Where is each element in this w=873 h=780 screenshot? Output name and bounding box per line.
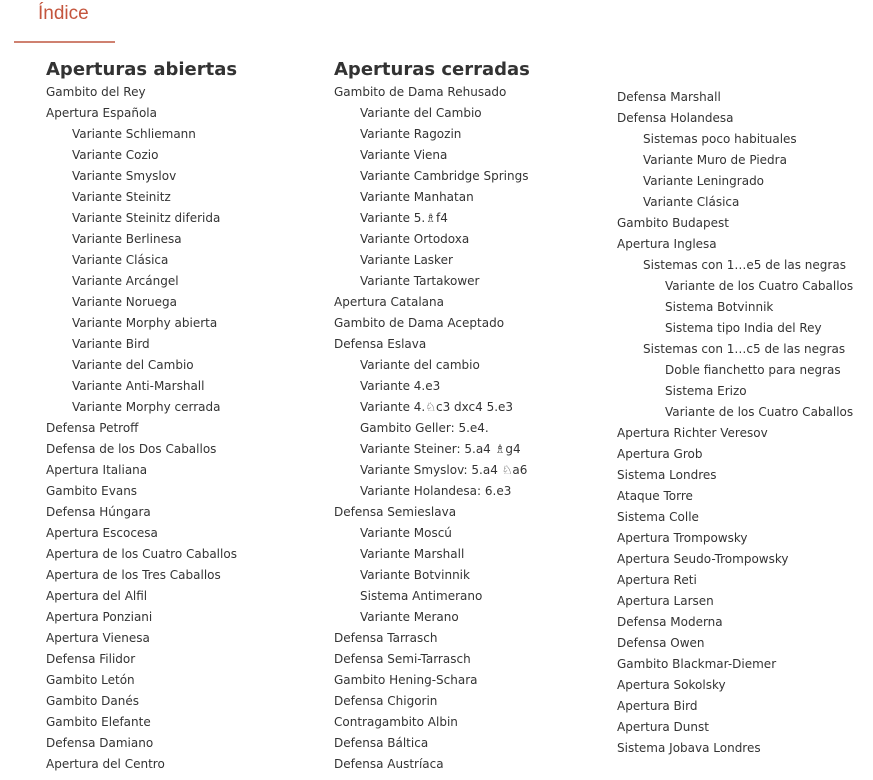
toc-link[interactable]: Variante Manhatan: [360, 190, 474, 204]
toc-link[interactable]: Gambito Elefante: [46, 715, 151, 729]
toc-link[interactable]: Variante Anti-Marshall: [72, 379, 205, 393]
toc-link[interactable]: Variante Tartakower: [360, 274, 480, 288]
toc-link[interactable]: Apertura Seudo-Trompowsky: [617, 552, 789, 566]
toc-link[interactable]: Defensa Semi-Tarrasch: [334, 652, 471, 666]
toc-link[interactable]: Apertura Catalana: [334, 295, 444, 309]
toc-column-open: [46, 58, 237, 775]
toc-link[interactable]: Variante Viena: [360, 148, 448, 162]
toc-link[interactable]: Variante Schliemann: [72, 127, 196, 141]
toc-link[interactable]: Apertura Larsen: [617, 594, 714, 608]
toc-link[interactable]: Apertura Ponziani: [46, 610, 153, 624]
toc-link[interactable]: Variante Holandesa: 6.e3: [360, 484, 512, 498]
toc-link[interactable]: Gambito Evans: [46, 484, 138, 498]
toc-link[interactable]: Apertura Italiana: [46, 463, 148, 477]
toc-link[interactable]: Defensa Austríaca: [334, 757, 444, 771]
toc-link[interactable]: Defensa Holandesa: [617, 111, 734, 125]
toc-link[interactable]: Variante del Cambio: [360, 106, 482, 120]
title-underline: [14, 41, 115, 43]
page-title: Índice: [38, 3, 89, 24]
toc-link[interactable]: Variante Ragozin: [360, 127, 462, 141]
toc-link[interactable]: Apertura Española: [46, 106, 157, 120]
toc-column-closed: [334, 58, 530, 775]
toc-link[interactable]: Apertura Dunst: [617, 720, 709, 734]
toc-link[interactable]: Variante Marshall: [360, 547, 465, 561]
toc-link[interactable]: Sistemas poco habituales: [643, 132, 797, 146]
toc-link[interactable]: Defensa Semieslava: [334, 505, 457, 519]
toc-link[interactable]: Variante 4.♘c3 dxc4 5.e3: [360, 400, 514, 414]
toc-list-open: [46, 82, 237, 775]
toc-link[interactable]: Variante Cozio: [72, 148, 159, 162]
toc-link[interactable]: Variante Clásica: [643, 195, 740, 209]
toc-link[interactable]: Sistema Antimerano: [360, 589, 483, 603]
toc-link[interactable]: Gambito Budapest: [617, 216, 729, 230]
toc-link[interactable]: Apertura del Centro: [46, 757, 165, 771]
toc-list-closed: [334, 82, 530, 775]
toc-link[interactable]: Defensa Owen: [617, 636, 705, 650]
toc-link[interactable]: Apertura Escocesa: [46, 526, 158, 540]
toc-link[interactable]: Gambito de Dama Aceptado: [334, 316, 505, 330]
toc-link[interactable]: Contragambito Albin: [334, 715, 458, 729]
toc-link[interactable]: Apertura Vienesa: [46, 631, 150, 645]
toc-link[interactable]: Apertura del Alfil: [46, 589, 148, 603]
toc-link[interactable]: Defensa Damiano: [46, 736, 154, 750]
toc-link[interactable]: Apertura Reti: [617, 573, 697, 587]
toc-link[interactable]: Gambito Geller: 5.e4.: [360, 421, 489, 435]
toc-column-closed-continued: [617, 87, 853, 759]
toc-link[interactable]: Sistemas con 1…c5 de las negras: [643, 342, 846, 356]
toc-link[interactable]: Variante Merano: [360, 610, 459, 624]
toc-link[interactable]: Gambito Blackmar-Diemer: [617, 657, 777, 671]
section-heading-closed: Aperturas cerradas: [334, 59, 530, 80]
toc-link[interactable]: Variante Botvinnik: [360, 568, 470, 582]
section-heading-open: Aperturas abiertas: [46, 59, 238, 80]
toc-link[interactable]: Defensa de los Dos Caballos: [46, 442, 217, 456]
toc-link[interactable]: Defensa Filidor: [46, 652, 136, 666]
toc-link[interactable]: Variante Noruega: [72, 295, 177, 309]
toc-link[interactable]: Apertura Inglesa: [617, 237, 717, 251]
toc-link[interactable]: Variante Muro de Piedra: [643, 153, 787, 167]
toc-link[interactable]: Apertura de los Cuatro Caballos: [46, 547, 237, 561]
toc-link[interactable]: Apertura Bird: [617, 699, 698, 713]
toc-link[interactable]: Sistemas con 1…e5 de las negras: [643, 258, 846, 272]
toc-link[interactable]: Variante Moscú: [360, 526, 452, 540]
toc-link[interactable]: Defensa Tarrasch: [334, 631, 438, 645]
toc-link[interactable]: Variante Smyslov: 5.a4 ♘a6: [360, 463, 528, 477]
toc-list-closed-continued: [617, 87, 853, 759]
toc-link[interactable]: Gambito de Dama Rehusado: [334, 85, 507, 99]
toc-link[interactable]: Variante Clásica: [72, 253, 169, 267]
toc-link[interactable]: Variante Steinitz: [72, 190, 171, 204]
toc-link[interactable]: Variante Steiner: 5.a4 ♗g4: [360, 442, 521, 456]
toc-link[interactable]: Apertura Trompowsky: [617, 531, 748, 545]
toc-link[interactable]: Defensa Petroff: [46, 421, 139, 435]
toc-link[interactable]: Sistema Botvinnik: [665, 300, 774, 314]
toc-link[interactable]: Variante Berlinesa: [72, 232, 182, 246]
toc-link[interactable]: Variante Cambridge Springs: [360, 169, 529, 183]
toc-link[interactable]: Variante 4.e3: [360, 379, 441, 393]
toc-link[interactable]: Ataque Torre: [617, 489, 693, 503]
toc-link[interactable]: Variante Smyslov: [72, 169, 177, 183]
toc-link[interactable]: Variante de los Cuatro Caballos: [665, 405, 854, 419]
toc-link[interactable]: Apertura Sokolsky: [617, 678, 726, 692]
toc-link[interactable]: Sistema Jobava Londres: [617, 741, 761, 755]
toc-link[interactable]: Variante Ortodoxa: [360, 232, 470, 246]
toc-link[interactable]: Variante Lasker: [360, 253, 453, 267]
toc-link[interactable]: Variante Bird: [72, 337, 150, 351]
toc-link[interactable]: Defensa Húngara: [46, 505, 151, 519]
toc-link[interactable]: Sistema Erizo: [665, 384, 747, 398]
toc-link[interactable]: Sistema tipo India del Rey: [665, 321, 822, 335]
toc-link[interactable]: Variante 5.♗f4: [360, 211, 448, 225]
toc-link[interactable]: Sistema Londres: [617, 468, 717, 482]
toc-link[interactable]: Defensa Moderna: [617, 615, 723, 629]
toc-link[interactable]: Variante de los Cuatro Caballos: [665, 279, 854, 293]
toc-link[interactable]: Defensa Chigorin: [334, 694, 438, 708]
toc-link[interactable]: Apertura Richter Veresov: [617, 426, 768, 440]
toc-link[interactable]: Defensa Eslava: [334, 337, 427, 351]
toc-link[interactable]: Variante del cambio: [360, 358, 480, 372]
toc-link[interactable]: Defensa Marshall: [617, 90, 721, 104]
toc-link[interactable]: Variante Arcángel: [72, 274, 179, 288]
toc-link[interactable]: Gambito Letón: [46, 673, 135, 687]
toc-link[interactable]: Sistema Colle: [617, 510, 699, 524]
toc-link[interactable]: Variante Morphy abierta: [72, 316, 218, 330]
toc-link[interactable]: Gambito Danés: [46, 694, 139, 708]
toc-link[interactable]: Apertura de los Tres Caballos: [46, 568, 221, 582]
toc-link[interactable]: Gambito del Rey: [46, 85, 146, 99]
toc-link[interactable]: Variante del Cambio: [72, 358, 194, 372]
toc-link[interactable]: Variante Morphy cerrada: [72, 400, 221, 414]
toc-link[interactable]: Gambito Hening-Schara: [334, 673, 478, 687]
toc-link[interactable]: Doble fianchetto para negras: [665, 363, 841, 377]
toc-link[interactable]: Apertura Grob: [617, 447, 703, 461]
toc-link[interactable]: Variante Steinitz diferida: [72, 211, 221, 225]
toc-link[interactable]: Defensa Báltica: [334, 736, 429, 750]
toc-link[interactable]: Variante Leningrado: [643, 174, 765, 188]
